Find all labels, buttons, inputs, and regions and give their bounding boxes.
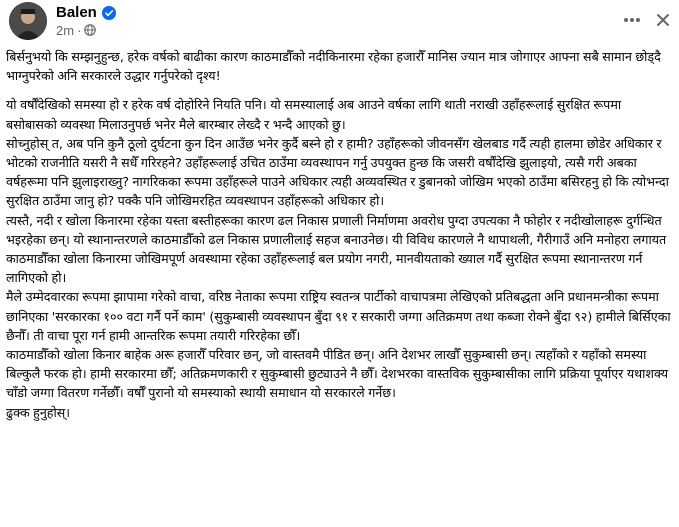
post-paragraph-3: सोच्नुहोस् त, अब पनि कुनै ठूलो दुर्घटना कुन दिन आउँछ भनेर कुर्दै बस्ने हो र हामी? उहाँहरूको जीवनसँग खेलबाड गर्दै त्यही हालमा छोडेर अधिकार र भोटको राजनीति यसरी नै सधैँ गरिरहने? उहाँहरूलाई उचित ठाउँमा व्यवस्थापन गर्नु उपयुक्त हुन्छ कि जसरी वर्षौंदेखि झुलाइयो, त्यसै गरी अबका वर्षहरूमा पनि झुलाइराख्नु? नागरिकका रूपमा उहाँहरूले पाउने अधिकार त्यही अव्यवस्थित र डुबानको जोखिम भएको ठाउँमा बसिरहनु हो कि त्योभन्दा सुरक्षित ठाउँमा जानु हो? पक्कै पनि जोखिमरहित व्यवस्थापन उहाँहरूको अधिकार हो। (6, 135, 669, 209)
paragraph-gap (6, 85, 674, 95)
avatar[interactable] (9, 2, 47, 40)
post-paragraph-2: यो वर्षौँदेखिको समस्या हो र हरेक वर्ष दोहोरिने नियति पनि। यो समस्यालाई अब आउने वर्षका लागि थाती नराखी उहाँहरूलाई सुरक्षित रूपमा बसोबासको व्यवस्था मिलाउनुपर्छ भनेर मैले बारम्बार लेख्दै र भन्दै आएको छु। (6, 97, 622, 132)
post-paragraph-1: बिर्सनुभयो कि सम्झनुहुन्छ, हरेक वर्षको बाढीका कारण काठमाडौँको नदीकिनारमा रहेका हजारौँ मानिस ज्यान मात्र जोगाएर आफ्ना सबै सामान छोड्दै भाग्नुपरेको अनि सरकारले उद्धार गर्नुपरेको दृश्य! (6, 49, 661, 84)
close-icon[interactable] (651, 8, 675, 32)
post-body (6, 47, 674, 422)
post-paragraph-6: काठमाडौँको खोला किनार बाहेक अरू हजारौँ परिवार छन्, जो वास्तवमै पीडित छन्। अनि देशभर लाखौँ सुकुम्बासी छन्। त्यहाँको र यहाँको समस्या बिल्कुलै फरक हो। हामी सरकारमा छौँ; अतिक्रमणकारी र सुकुम्बासी छुट्याउने नै छौँ। देशभरका वास्तविक सुकुम्बासीका लागि प्रक्रिया पूर्याएर यथाशक्य चाँडो जग्गा वितरण गर्नेछौँ। वर्षौँ पुरानो यो समस्याको स्थायी समाधान यो सरकारले गर्नेछ। (6, 347, 669, 401)
post-paragraph-5: मैले उम्मेदवारका रूपमा झापामा गरेको वाचा, वरिष्ठ नेताका रूपमा राष्ट्रिय स्वतन्त्र पार्टीको वाचापत्रमा लेखिएको प्रतिबद्धता अनि प्रधानमन्त्रीका रूपमा छानिएका 'सरकारका १०० वटा गर्नै पर्ने काम' (सुकुम्बासी व्यवस्थापन बुँदा ९१ र सरकारी जग्गा अतिक्रमण तथा कब्जा रोक्ने बुँदा ९२) हामीले बिर्सिएका छैनौँ। ती वाचा पूरा गर्न हामी आन्तरिक रूपमा तयारी गरिरहेका छौँ। (6, 289, 671, 343)
post-meta (56, 22, 96, 38)
post-header (0, 0, 679, 44)
meta-separator: · (77, 22, 82, 38)
author-name[interactable]: Balen (56, 3, 97, 21)
post-paragraph-4: त्यस्तै, नदी र खोला किनारमा रहेका यस्ता बस्तीहरूका कारण ढल निकास प्रणाली निर्माणमा अवरोध पुग्दा उपत्यका नै फोहोर र नदीखोलाहरू दुर्गन्धित भइरहेका छन्। यो स्थानान्तरणले काठमाडौँको ढल निकास प्रणालीलाई सहज बनाउनेछ। यी विविध कारणले नै थापाथली, गैरीगाउँ अनि मनोहरा लगायत काठमाडौँका खोला किनारमा जोखिमपूर्ण अवस्थामा रहेका उहाँहरूलाई बल प्रयोग नगरी, मानवीयताको ख्याल गर्दै सुरक्षित रूपमा स्थानान्तरण गर्न लागिएको हो। (6, 212, 667, 286)
more-options-icon[interactable] (620, 8, 644, 32)
globe-icon[interactable] (84, 24, 96, 36)
author-row (56, 3, 116, 21)
post-time[interactable]: 2m (56, 22, 75, 38)
post-paragraph-7: ढुक्क हुनुहोस्। (6, 404, 71, 420)
verified-badge-icon (102, 5, 116, 19)
